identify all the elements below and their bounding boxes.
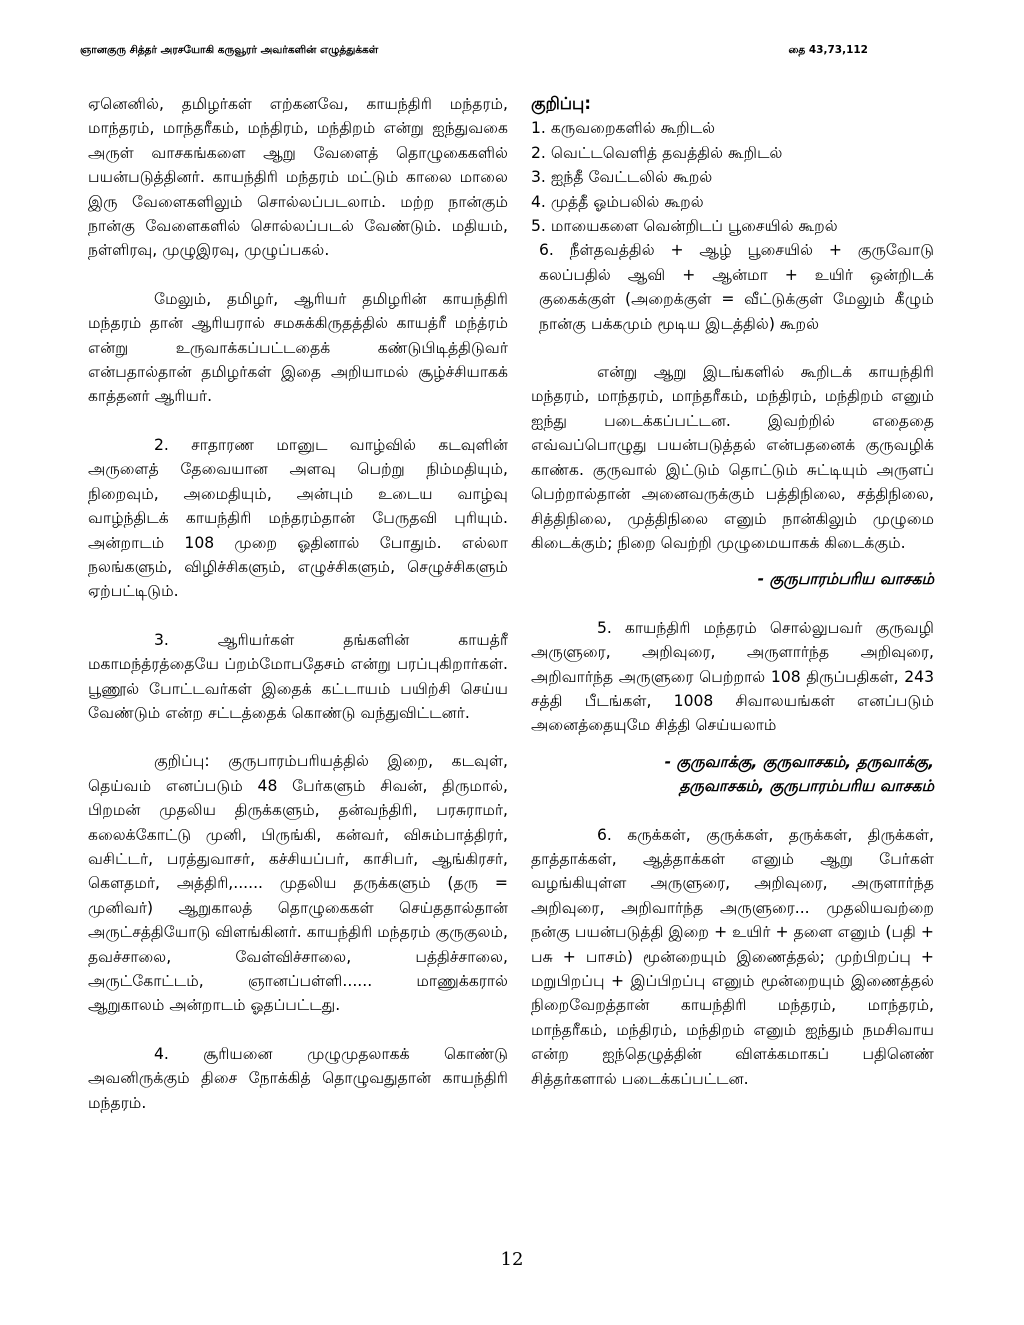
header-title: ஞானகுரு சித்தர் அரசயோகி கருவூரர் அவர்களின் எழுத்துக்கள் — [80, 44, 379, 56]
header-issue: தை 43,73,112 — [788, 44, 868, 56]
paragraph: ஏனெனில், தமிழர்கள் எற்கனவே, காயந்திரி மந்தரம், மாந்தரம், மாந்தரீகம், மந்திரம், மந்திறம் என்று ஐந்துவகை அருள் வாசகங்களை ஆறு வேளைத் தொழுகைகளில் பயன்படுத்தினர். காயந்திரி மந்தரம் மட்டும் காலை மாலை இரு வேளைகளிலும் சொல்லப்படலாம். மற்ற நான்கும் நான்கு வேளைகளில் சொல்லப்படல் வேண்டும். மதியம், நள்ளிரவு, முழுஇரவு, முழுப்பகல். — [88, 95, 508, 260]
paragraph: என்று ஆறு இடங்களில் கூறிடக் காயந்திரி மந்தரம், மாந்தரம், மாந்தரீகம், மந்திரம், மந்திறம் எனும் ஐந்து படைக்கப்பட்டன. இவற்றில் எதைதை எவ்வப்பொழுது பயன்படுத்தல் என்பதனைக் குருவழிக் காண்க. குருவால் இட்டும் தொட்டும் சுட்டியும் அருளப் பெற்றால்தான் அனைவருக்கும் பத்திநிலை, சத்திநிலை, சித்திநிலை, முத்திநிலை எனும் நான்கிலும் முழுமை கிடைக்கும்; நிறை வெற்றி முழுமையாகக் கிடைக்கும். — [531, 363, 934, 552]
list-item: 1. கருவறைகளில் கூறிடல் — [531, 119, 716, 138]
quote-attribution: தருவாசகம், குருபாரம்பரிய வாசகம் — [679, 777, 934, 796]
paragraph: மேலும், தமிழர், ஆரியர் தமிழரின் காயந்திரி மந்தரம் தான் ஆரியரால் சமசுக்கிருதத்தில் காயத்ரீ மந்த்ரம் என்று உருவாக்கப்பட்டதைக் கண்டுபிடித்திடுவர் என்பதால்தான் தமிழர்கள் இதை அறியாமல் சூழ்ச்சியாகக் காத்தனர் ஆரியர். — [88, 289, 508, 406]
list-item: 6. நீள்தவத்தில் + ஆழ் பூசையில் + குருவோடு கலப்பதில் ஆவி + ஆன்மா + உயிர் ஒன்றிடக் குகைக்குள் (அறைக்குள் = வீட்டுக்குள் மேலும் கீழும் நான்கு பக்கமும் மூடிய இடத்தில்) கூறல் — [539, 241, 934, 333]
paragraph: 3. ஆரியர்கள் தங்களின் காயத்ரீ மகாமந்த்ரத்தையே ப்றம்மோபதேசம் என்று பரப்புகிறார்கள். பூணூல் போட்டவர்கள் இதைக் கட்டாயம் பயிற்சி செய்ய வேண்டும் என்ற சட்டத்தைக் கொண்டு வந்துவிட்டனர். — [88, 630, 508, 722]
paragraph: 4. சூரியனை முழுமுதலாகக் கொண்டு அவனிருக்கும் திசை நோக்கித் தொழுவதுதான் காயந்திரி மந்தரம். — [88, 1044, 508, 1112]
right-column — [531, 92, 934, 1091]
list-item: 4. முத்தீ ஓம்பலில் கூறல் — [531, 192, 704, 211]
paragraph: 2. சாதாரண மானுட வாழ்வில் கடவுளின் அருளைத் தேவையான அளவு பெற்று நிம்மதியும், நிறைவும், அமைதியும், அன்பும் உடைய வாழ்வு வாழ்ந்திடக் காயந்திரி மந்தரம்தான் பேருதவி புரியும். அன்றாடம் 108 முறை ஓதினால் போதும். எல்லா நலங்களும், விழிச்சிகளும், எழுச்சிகளும், செழுச்சிகளும் ஏற்பட்டிடும். — [88, 435, 508, 601]
running-header — [80, 44, 920, 62]
left-column — [88, 92, 508, 1115]
paragraph: 6. கருக்கள், குருக்கள், தருக்கள், திருக்கள், தாத்தாக்கள், ஆத்தாக்கள் எனும் ஆறு பேர்கள் வழங்கியுள்ள அருளுரை, அறிவுரை, அருளார்ந்த அறிவுரை, அறிவார்ந்த அருளுரை... முதலியவற்றை நன்கு பயன்படுத்தி இறை + உயிர் + தளை எனும் (பதி + பசு + பாசம்) மூன்றையும் இணைத்தல்; முற்பிறப்பு + மறுபிறப்பு + இப்பிறப்பு எனும் மூன்றையும் இணைத்தல் நிறைவேறத்தான் காயந்திரி மந்தரம், மாந்தரம், மாந்தரீகம், மந்திரம், மந்திறம் எனும் ஐந்தும் நமசிவாய என்ற ஐந்தெழுத்தின் விளக்கமாகப் பதினெண் சித்தர்களால் படைக்கப்பட்டன. — [531, 825, 934, 1088]
note-heading: குறிப்பு: — [531, 94, 591, 113]
list-item: 5. மாயைகளை வென்றிடப் பூசையில் கூறல் — [531, 217, 838, 236]
page-number: 12 — [500, 1249, 524, 1270]
quote-attribution: - குருவாக்கு, குருவாசகம், தருவாக்கு, — [664, 752, 934, 771]
list-item: 3. ஐந்தீ வேட்டலில் கூறல் — [531, 168, 713, 187]
paragraph: குறிப்பு: குருபாரம்பரியத்தில் இறை, கடவுள், தெய்வம் எனப்படும் 48 பேர்களும் சிவன், திருமால், பிறமன் முதலிய திருக்களும், தன்வந்திரி, பரசுராமர், கலைக்கோட்டு முனி, பிருங்கி, கன்வர், விசும்பாத்திரர், வசிட்டர், பரத்துவாசர், கச்சியப்பர், காசிபர், ஆங்கிரசர், கௌதமர், அத்திரி,...... முதலிய தருக்களும் (தரு = முனிவர்) ஆறுகாலத் தொழுகைகள் செய்ததால்தான் அருட்சத்தியோடு விளங்கினர். காயந்திரி மந்தரம் குருகுலம், தவச்சாலை, வேள்விச்சாலை, பத்திச்சாலை, அருட்கோட்டம், ஞானப்பள்ளி...... மாணுக்கரால் ஆறுகாலம் அன்றாடம் ஓதப்பட்டது. — [88, 752, 508, 1015]
quote-attribution: - குருபாரம்பரிய வாசகம் — [757, 570, 934, 589]
paragraph: 5. காயந்திரி மந்தரம் சொல்லுபவர் குருவழி அருளுரை, அறிவுரை, அருளார்ந்த அறிவுரை, அறிவார்ந்த அருளுரை பெற்றால் 108 திருப்பதிகள், 243 சத்தி பீடங்கள், 1008 சிவாலயங்கள் எனப்படும் அனைத்தையுமே சித்தி செய்யலாம் — [531, 618, 934, 735]
list-item: 2. வெட்டவெளித் தவத்தில் கூறிடல் — [531, 143, 783, 162]
